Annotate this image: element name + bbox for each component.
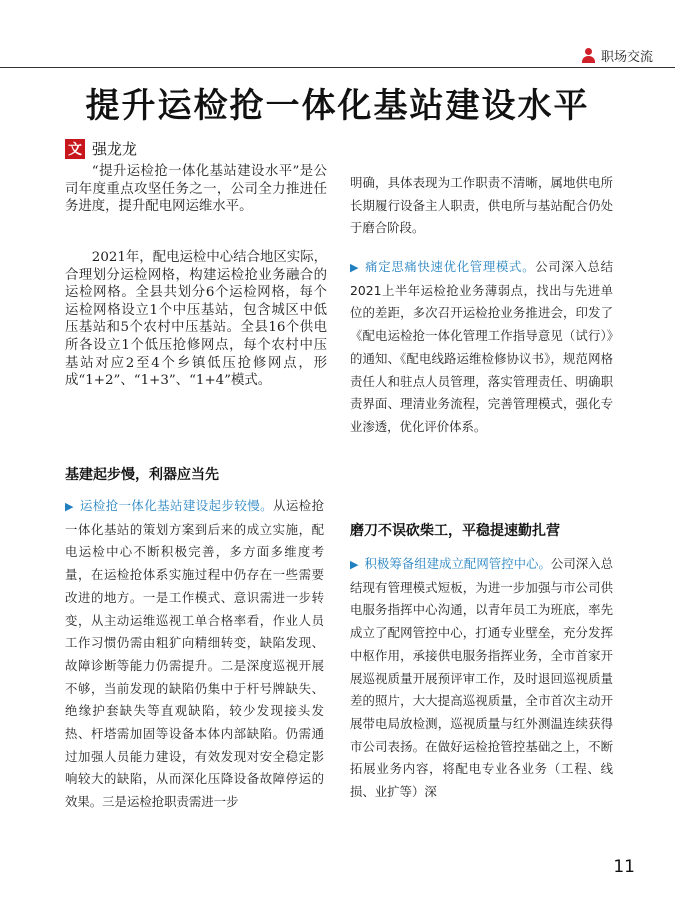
section-1-item-2 bbox=[350, 256, 613, 439]
arrow-right-icon: ▶ bbox=[350, 558, 359, 571]
section-1-item-1-right: 明确，具体表现为工作职责不清晰，属地供电所长期履行设备主人职责，供电所与基站配合仍处于磨合阶段。 bbox=[350, 175, 613, 236]
header-section-label: 职场交流 bbox=[600, 50, 653, 65]
intro-paragraph-1: “提升运检抢一体化基站建设水平”是公司年度重点攻坚任务之一，公司全力推进任务进度，提升配电网运维水平。 bbox=[65, 164, 327, 215]
arrow-right-icon: ▶ bbox=[65, 500, 74, 513]
header-section-tag bbox=[581, 46, 653, 65]
intro-paragraph-2: 2021年，配电运检中心结合地区实际，合理划分运检网格，构建运检抢业务融合的运检网格。全县共划分6个运检网格，每个运检网格设立1个中压基站，包含城区中低压基站和5个农村中压基站。全县16个供电所各设立1个低压抢修网点，每个农村中压基站对应2至4个乡镇低压抢修网点，形成“1+2”、“1+3”、“1+4”模式。 bbox=[65, 250, 327, 389]
section-2-item-1-body: 公司深入总结现有管理模式短板，为进一步加强与市公司供电服务指挥中心沟通，以青年员工为班底，率先成立了配网管控中心，打通专业壁垒，充分发挥中枢作用，承接供电服务指挥业务，全市首家开展巡视质量开展预评审工作，及时退回巡视质量差的照片，大大提高巡视质量，全市首次主动开展带电局放检测，巡视质量与红外测温连续获得市公司表扬。在做好运检抢管控基础之上，不断拓展业务内容，将配电专业各业务（工程、线损、业扩等）深 bbox=[350, 556, 614, 800]
section-1-item-2-body: 公司深入总结2021上半年运检抢业务薄弱点，找出与先进单位的差距，多次召开运检抢业务推进会，印发了《配电运检抢一体化管理工作指导意见（试行）》的通知、《配电线路运维检修协议书》，规范网格责任人和驻点人员管理，落实管理责任、明确职责界面、理清业务流程，完善管理模式，强化专业渗透，优化评价体系。 bbox=[350, 259, 614, 434]
section-1-item-1-lead: 运检抢一体化基站建设起步较慢。 bbox=[79, 498, 274, 513]
section-2-item-1-lead: 积极筹备组建成立配网管控中心。 bbox=[364, 556, 551, 571]
section-1-heading: 基建起步慢，利器应当先 bbox=[65, 467, 219, 483]
page-number: 11 bbox=[613, 857, 635, 877]
header-divider bbox=[0, 67, 675, 68]
section-2-item-1 bbox=[350, 553, 613, 804]
article-title: 提升运检抢一体化基站建设水平 bbox=[85, 86, 590, 126]
author-line bbox=[65, 138, 137, 159]
author-name: 强龙龙 bbox=[92, 140, 138, 158]
person-icon bbox=[581, 48, 596, 63]
section-2-heading: 磨刀不误砍柴工，平稳提速勤扎营 bbox=[350, 523, 560, 539]
section-1-item-2-lead: 痛定思痛快速优化管理模式。 bbox=[365, 259, 536, 274]
section-1-item-1-body-left: 从运检抢一体化基站的策划方案到后来的成立实施，配电运检中心不断积极完善，多方面多维度考量，在运检抢体系实施过程中仍存在一些需要改进的地方。一是工作模式、意识需进一步转变，从主动运维巡视工单合格率看，作业人员工作习惯仍需由粗犷向精细转变，缺陷发现、故障诊断等能力仍需提升。二是深度巡视开展不够，当前发现的缺陷仍集中于杆号牌缺失、绝缘护套缺失等直观缺陷，较少发现接头发热、杆塔需加固等设备本体内部缺陷。仍需通过加强人员能力建设，有效发现对安全稳定影响较大的缺陷，从而深化压降设备故障停运的效果。三是运检抢职责需进一步 bbox=[65, 498, 325, 810]
arrow-right-icon: ▶ bbox=[350, 261, 360, 274]
section-1-item-1-left bbox=[65, 495, 324, 814]
author-badge: 文 bbox=[65, 139, 85, 159]
